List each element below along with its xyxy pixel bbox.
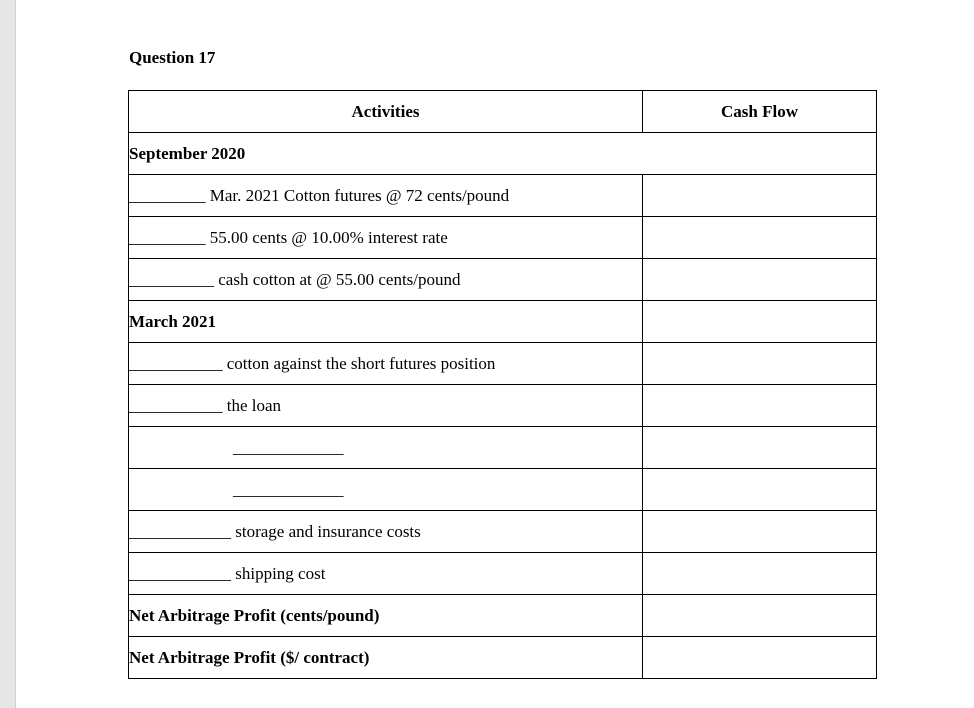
table-row	[129, 427, 877, 469]
arbitrage-table	[128, 90, 877, 679]
net-profit-dollars-label: Net Arbitrage Profit ($/ contract)	[129, 637, 643, 679]
table-row	[129, 511, 877, 553]
total-row-cents	[129, 595, 877, 637]
question-title: Question 17	[129, 48, 216, 67]
table-row	[129, 553, 877, 595]
cash-flow-cell[interactable]	[643, 511, 877, 553]
section-label-march: March 2021	[129, 301, 643, 343]
activities-header: Activities	[129, 91, 643, 133]
cash-flow-cell[interactable]	[643, 385, 877, 427]
total-row-dollars	[129, 637, 877, 679]
activity-cell: _____________	[129, 427, 643, 469]
cash-flow-cell[interactable]	[643, 637, 877, 679]
cash-flow-cell[interactable]	[643, 301, 877, 343]
activity-cell: _____________	[129, 469, 643, 511]
activity-cell: ____________ storage and insurance costs	[129, 511, 643, 553]
table-row	[129, 259, 877, 301]
cash-flow-cell[interactable]	[643, 469, 877, 511]
activity-cell: _________ 55.00 cents @ 10.00% interest rate	[129, 217, 643, 259]
section-row-march	[129, 301, 877, 343]
left-gutter	[0, 0, 16, 708]
activity-cell: ___________ the loan	[129, 385, 643, 427]
cash-flow-cell[interactable]	[643, 427, 877, 469]
section-row-september	[129, 133, 877, 175]
table-row	[129, 217, 877, 259]
net-profit-cents-label: Net Arbitrage Profit (cents/pound)	[129, 595, 643, 637]
activity-cell: ____________ shipping cost	[129, 553, 643, 595]
header-row	[129, 91, 877, 133]
cash-flow-cell[interactable]	[643, 175, 877, 217]
cash-flow-cell[interactable]	[643, 595, 877, 637]
table-row	[129, 385, 877, 427]
activity-cell: ___________ cotton against the short futures position	[129, 343, 643, 385]
section-label-september: September 2020	[129, 133, 877, 175]
table-row	[129, 343, 877, 385]
cash-flow-cell[interactable]	[643, 553, 877, 595]
table-row	[129, 175, 877, 217]
activity-cell: _________ Mar. 2021 Cotton futures @ 72 cents/pound	[129, 175, 643, 217]
cash-flow-cell[interactable]	[643, 259, 877, 301]
cash-flow-header: Cash Flow	[643, 91, 877, 133]
cash-flow-cell[interactable]	[643, 217, 877, 259]
table-row	[129, 469, 877, 511]
activity-cell: __________ cash cotton at @ 55.00 cents/pound	[129, 259, 643, 301]
cash-flow-cell[interactable]	[643, 343, 877, 385]
